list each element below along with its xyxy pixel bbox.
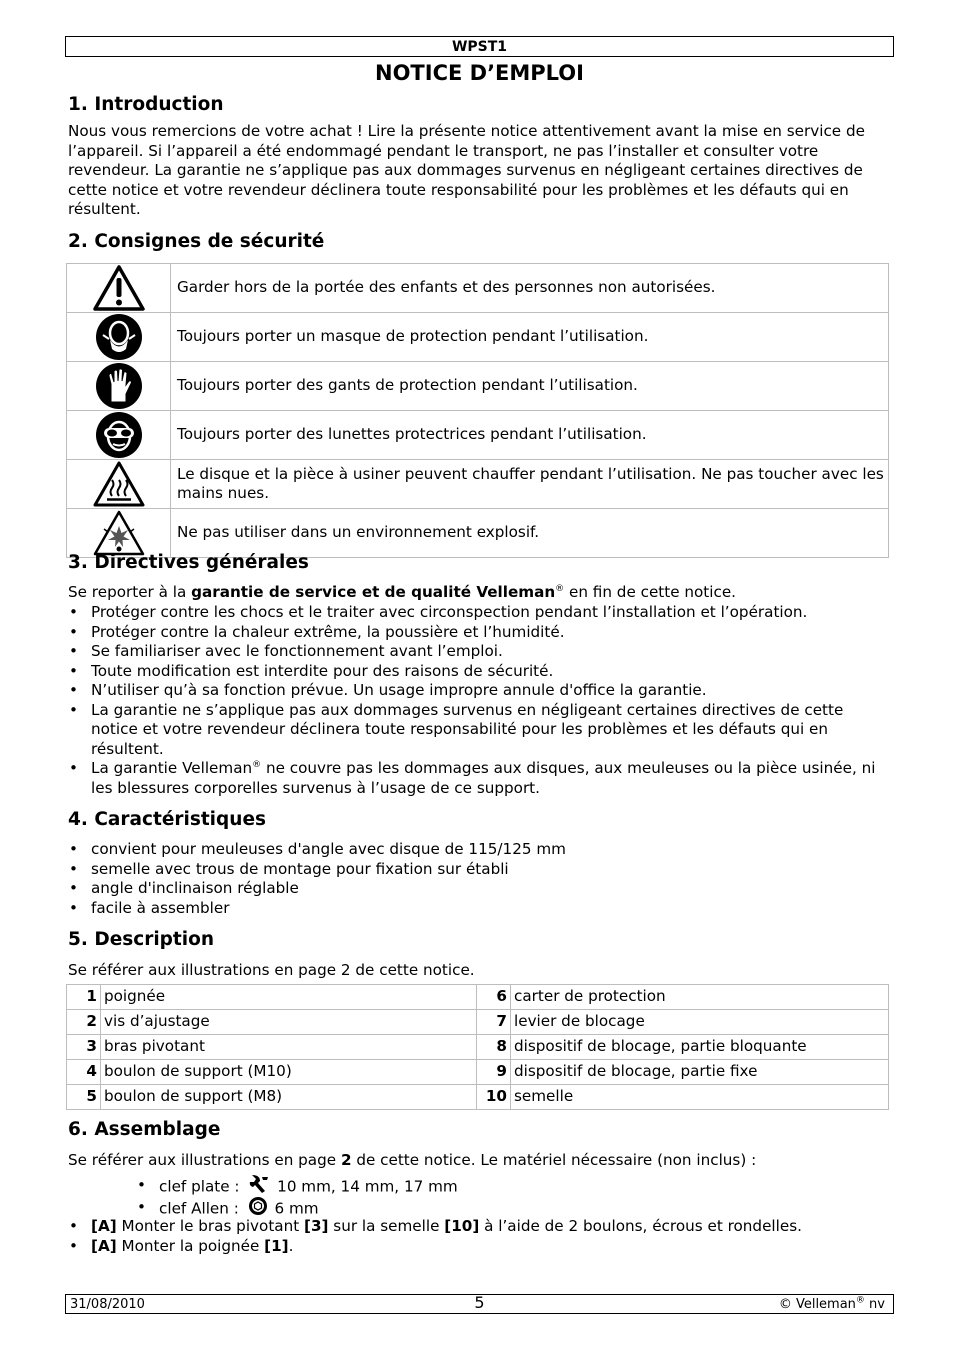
assembly-intro bbox=[68, 1151, 888, 1171]
safety-icon-cell bbox=[67, 264, 171, 313]
tools-list bbox=[136, 1174, 836, 1218]
guidelines-intro-text: en fin de cette notice. bbox=[564, 583, 737, 601]
part-number: 10 bbox=[477, 1085, 511, 1110]
part-number: 5 bbox=[67, 1085, 101, 1110]
step-text: . bbox=[288, 1236, 294, 1255]
list-item-text: La garantie Velleman bbox=[91, 759, 253, 777]
safety-icon-cell bbox=[67, 362, 171, 411]
safety-text: Toujours porter des gants de protection pendant l’utilisation. bbox=[171, 362, 889, 411]
list-item-text: ne couvre pas les dommages aux disques, aux meuleuses ou la pièce usinée, ni les blessures corporelles survenus à l’usage de ce support. bbox=[91, 759, 876, 797]
list-item: • facile à assembler bbox=[68, 899, 888, 919]
tool-label: clef Allen : bbox=[159, 1199, 239, 1218]
table-row bbox=[67, 1085, 889, 1110]
tool-item bbox=[136, 1174, 836, 1196]
registered-mark: ® bbox=[855, 1295, 865, 1306]
heading-description: 5. Description bbox=[68, 929, 214, 950]
part-number: 4 bbox=[67, 1060, 101, 1085]
part-number: 8 bbox=[477, 1035, 511, 1060]
heading-features: 4. Caractéristiques bbox=[68, 809, 266, 830]
step-text: Monter le bras pivotant bbox=[116, 1217, 304, 1235]
copyright-text: nv bbox=[864, 1297, 885, 1312]
heading-safety: 2. Consignes de sécurité bbox=[68, 231, 325, 252]
guidelines-intro-text: Se reporter à la bbox=[68, 583, 192, 601]
part-label: levier de blocage bbox=[511, 1010, 889, 1035]
heading-assembly: 6. Assemblage bbox=[68, 1119, 221, 1140]
copyright-text: © Velleman bbox=[778, 1297, 856, 1312]
figure-ref: [A] bbox=[91, 1217, 117, 1235]
part-label: vis d’ajustage bbox=[101, 1010, 477, 1035]
safety-row bbox=[67, 411, 889, 460]
safety-text: Toujours porter des lunettes protectrices pendant l’utilisation. bbox=[171, 411, 889, 460]
heading-general-guidelines: 3. Directives générales bbox=[68, 552, 309, 573]
list-item: • Protéger contre la chaleur extrême, la poussière et l’humidité. bbox=[68, 623, 888, 643]
document-title: NOTICE D’EMPLOI bbox=[375, 61, 584, 85]
safety-row bbox=[67, 460, 889, 509]
gloves-icon bbox=[67, 362, 170, 410]
tool-size: 6 mm bbox=[274, 1199, 319, 1218]
model-header bbox=[65, 36, 894, 57]
safety-icon-cell bbox=[67, 313, 171, 362]
introduction-text: Nous vous remercions de votre achat ! Lire la présente notice attentivement avant la mise en service de l’appareil. Si l’appareil a été endommagé pendant le transport, ne pas l’installer et consulter votre revendeur. La garantie ne s’applique pas aux dommages survenus en négligeant certaines directives de cette notice et votre revendeur déclinera toute responsabilité pour les problèmes et les défauts qui en résultent. bbox=[68, 122, 865, 218]
heading-introduction: 1. Introduction bbox=[68, 94, 224, 115]
part-ref: [1] bbox=[264, 1236, 289, 1255]
safety-row bbox=[67, 313, 889, 362]
list-item: • convient pour meuleuses d'angle avec disque de 115/125 mm bbox=[68, 840, 888, 860]
assembly-step bbox=[68, 1237, 888, 1257]
list-item: • Se familiariser avec le fonctionnement avant l’emploi. bbox=[68, 642, 888, 662]
part-label: boulon de support (M10) bbox=[101, 1060, 477, 1085]
registered-mark: ® bbox=[555, 583, 565, 594]
description-intro: Se référer aux illustrations en page 2 de cette notice. bbox=[68, 961, 475, 979]
list-item: • angle d'inclinaison réglable bbox=[68, 879, 888, 899]
step-text: Monter la poignée bbox=[116, 1236, 265, 1255]
list-item: • La garantie ne s’applique pas aux dommages survenus en négligeant certaines directives de cette notice et votre revendeur déclinera toute responsabilité pour les problèmes et les défauts qui en résultent. bbox=[68, 701, 888, 760]
safety-text: Le disque et la pièce à usiner peuvent chauffer pendant l’utilisation. Ne pas toucher avec les mains nues. bbox=[171, 460, 889, 509]
safety-icon-cell bbox=[67, 411, 171, 460]
hot-surface-icon bbox=[67, 460, 170, 508]
list-item: • semelle avec trous de montage pour fixation sur établi bbox=[68, 860, 888, 880]
model-number: WPST1 bbox=[451, 39, 508, 55]
guidelines-intro bbox=[68, 583, 888, 603]
footer-copyright bbox=[779, 1295, 885, 1314]
table-row bbox=[67, 1035, 889, 1060]
part-number: 3 bbox=[67, 1035, 101, 1060]
table-row bbox=[67, 1010, 889, 1035]
explosive-icon bbox=[67, 509, 170, 557]
tool-item bbox=[136, 1196, 836, 1218]
part-label: boulon de support (M8) bbox=[101, 1085, 477, 1110]
part-ref: [3] bbox=[304, 1217, 329, 1235]
goggles-icon bbox=[67, 411, 170, 459]
safety-text: Ne pas utiliser dans un environnement explosif. bbox=[171, 509, 889, 558]
footer-date: 31/08/2010 bbox=[70, 1297, 145, 1312]
table-row bbox=[67, 985, 889, 1010]
assembly-steps bbox=[68, 1217, 888, 1256]
face-mask-icon bbox=[67, 313, 170, 361]
part-label: poignée bbox=[101, 985, 477, 1010]
part-label: dispositif de blocage, partie bloquante bbox=[511, 1035, 889, 1060]
assembly-intro-text: Se référer aux illustrations en page bbox=[68, 1151, 341, 1169]
safety-row bbox=[67, 264, 889, 313]
warranty-reference: garantie de service et de qualité Velleman bbox=[191, 583, 556, 601]
tool-size: 10 mm, 14 mm, 17 mm bbox=[277, 1177, 458, 1196]
safety-table bbox=[66, 263, 889, 558]
page-footer bbox=[65, 1294, 894, 1314]
part-label: semelle bbox=[511, 1085, 889, 1110]
assembly-step bbox=[68, 1217, 888, 1237]
part-label: dispositif de blocage, partie fixe bbox=[511, 1060, 889, 1085]
part-number: 1 bbox=[67, 985, 101, 1010]
parts-table bbox=[66, 984, 889, 1110]
safety-icon-cell bbox=[67, 460, 171, 509]
page-number: 5 bbox=[474, 1293, 485, 1312]
tool-label: clef plate : bbox=[159, 1177, 240, 1196]
assembly-intro-text: de cette notice. Le matériel nécessaire (non inclus) : bbox=[351, 1151, 757, 1169]
figure-ref: [A] bbox=[91, 1236, 117, 1255]
safety-text: Toujours porter un masque de protection pendant l’utilisation. bbox=[171, 313, 889, 362]
safety-text: Garder hors de la portée des enfants et des personnes non autorisées. bbox=[171, 264, 889, 313]
part-number: 7 bbox=[477, 1010, 511, 1035]
list-item bbox=[68, 759, 888, 798]
part-number: 9 bbox=[477, 1060, 511, 1085]
step-text: à l’aide de 2 boulons, écrous et rondelles. bbox=[479, 1217, 802, 1235]
guidelines-list bbox=[68, 603, 888, 798]
part-ref: [10] bbox=[444, 1217, 480, 1235]
warning-triangle-icon bbox=[67, 264, 170, 312]
list-item: • Toute modification est interdite pour des raisons de sécurité. bbox=[68, 662, 888, 682]
safety-row bbox=[67, 362, 889, 411]
features-list bbox=[68, 840, 888, 918]
registered-mark: ® bbox=[252, 759, 262, 770]
table-row bbox=[67, 1060, 889, 1085]
list-item: • Protéger contre les chocs et le traiter avec circonspection pendant l’installation et l’opération. bbox=[68, 603, 888, 623]
part-number: 2 bbox=[67, 1010, 101, 1035]
part-number: 6 bbox=[477, 985, 511, 1010]
part-label: carter de protection bbox=[511, 985, 889, 1010]
part-label: bras pivotant bbox=[101, 1035, 477, 1060]
list-item: • N’utiliser qu’à sa fonction prévue. Un usage impropre annule d'office la garantie. bbox=[68, 681, 888, 701]
page-reference: 2 bbox=[340, 1151, 352, 1169]
step-text: sur la semelle bbox=[328, 1217, 445, 1235]
